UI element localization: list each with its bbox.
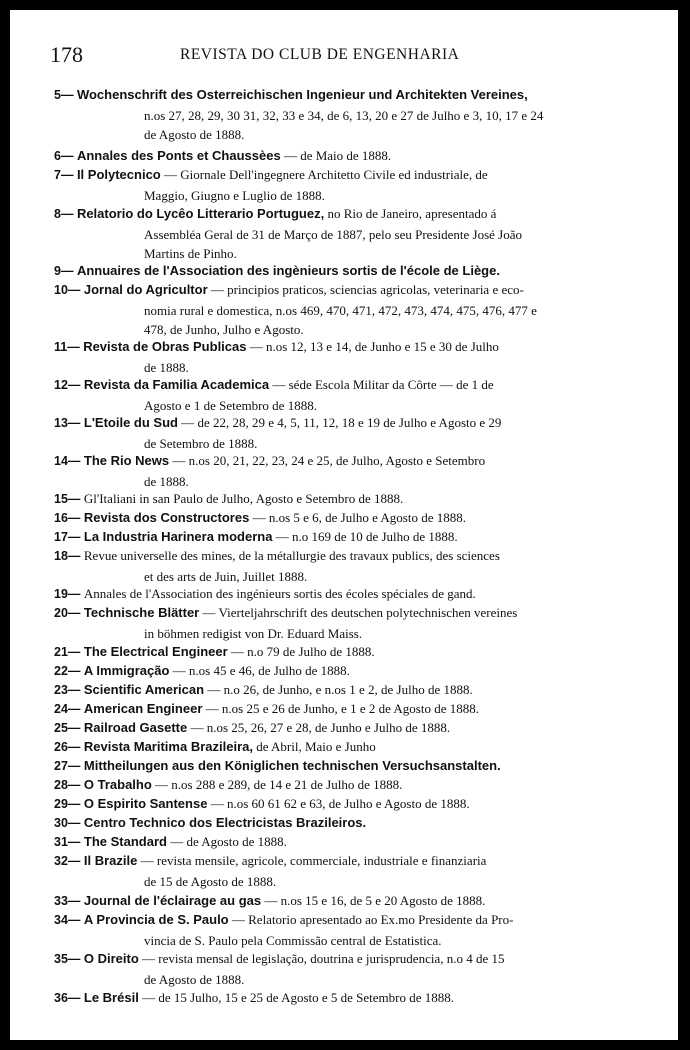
entry-first-line [54,584,624,605]
entry-first-line [54,642,624,663]
entry-number: 16— [54,511,84,525]
page-number: 178 [50,42,83,67]
entry-number: 32— [54,854,84,868]
list-item [54,375,624,415]
entry-continuation-line: et des arts de Juin, Juillet 1888. [144,568,308,584]
list-item [54,451,624,491]
list-item [54,775,624,796]
list-item [54,146,624,167]
entry-first-line [54,165,624,186]
list-item [54,949,624,989]
entry-continuation-line: Martins de Pinho. [144,246,237,261]
list-item [54,546,624,586]
entry-first-line [54,508,624,529]
list-item [54,718,624,739]
list-item [54,508,624,529]
entry-detail: — revista mensal de legislação, doutrina e jurisprudencia, n.o 4 de 15 [138,951,505,966]
entry-continuation-line: de 1888. [144,473,189,489]
entry-first-line [54,546,624,567]
entry-number: 14— [54,454,84,468]
entry-title: Annuaires de l'Association des ingènieurs sortis de l'école de Liège. [76,263,500,278]
list-item [54,661,624,682]
entry-title: O Trabalho [83,777,152,792]
entry-number: 28— [54,778,84,792]
entry-number: 17— [54,530,84,544]
entry-first-line [54,891,624,912]
entry-title: O Espirito Santense [83,796,208,811]
entry-first-line [54,949,624,970]
list-item [54,642,624,663]
entry-title: Il Polytecnico [76,167,161,182]
entry-title: Scientific American [83,682,205,697]
entry-number: 11— [54,340,84,354]
list-item [54,832,624,853]
entry-title: Revista de Obras Publicas [83,339,247,354]
document-page [10,10,678,1040]
entry-continuation-line: 478, de Junho, Julho e Agosto. [144,322,304,337]
entry-first-line [54,699,624,720]
entry-detail: — n.o 169 de 10 de Julho de 1888. [272,529,458,544]
entry-first-line [54,603,624,624]
entry-detail: Revue universelle des mines, de la métallurgie des travaux publics, des sciences [83,548,500,563]
entry-number: 36— [54,991,84,1005]
entry-continuation-line: de 1888. [144,359,189,375]
entry-title: A Immigração [83,663,170,678]
entry-title: O Direito [83,951,139,966]
entry-first-line [54,337,624,358]
entry-detail: — n.os 20, 21, 22, 23, 24 e 25, de Julho, Agosto e Setembro [169,453,486,468]
entry-first-line [54,413,624,434]
entry-continuation-line: Agosto e 1 de Setembro de 1888. [144,397,317,413]
entry-first-line [54,813,624,834]
entry-title: L'Etoile du Sud [83,415,178,430]
entry-title: The Electrical Engineer [83,644,228,659]
entry-title: A Provincia de S. Paulo [83,912,229,927]
entry-first-line [54,737,624,758]
entry-number: 29— [54,797,84,811]
entry-detail: — n.os 15 e 16, de 5 e 20 Agosto de 1888. [261,893,486,908]
entry-number: 33— [54,894,84,908]
entry-detail: no Rio de Janeiro, apresentado á [324,206,497,221]
entry-detail: Annales de l'Association des ingénieurs sortis des écoles spéciales de gand. [83,586,476,601]
entry-number: 27— [54,759,84,773]
entry-continuation-line: Assembléa Geral de 31 de Março de 1887, pelo seu Presidente José João [144,226,522,242]
entry-detail: — n.os 60 61 62 e 63, de Julho e Agosto de 1888. [207,796,470,811]
entry-title: Relatorio do Lycêo Litterario Portuguez, [76,206,325,221]
entry-title: La Industria Harinera moderna [83,529,273,544]
entry-detail: — de Maio de 1888. [280,148,392,163]
entry-detail: — de Agosto de 1888. [166,834,287,849]
entry-title: The Rio News [83,453,170,468]
entry-title: Railroad Gasette [83,720,188,735]
entry-first-line [54,680,624,701]
entry-number: 22— [54,664,84,678]
list-item [54,261,624,282]
entry-first-line [54,661,624,682]
list-item [54,280,624,340]
entry-detail: — n.os 288 e 289, de 14 e 21 de Julho de 1888. [151,777,403,792]
entry-number: 25— [54,721,84,735]
entry-number: 8— [54,207,77,221]
entry-number: 7— [54,168,77,182]
list-item [54,756,624,777]
list-item [54,584,624,605]
entry-detail: — n.o 79 de Julho de 1888. [227,644,375,659]
entry-title: Revista dos Constructores [83,510,250,525]
entry-detail: de Abril, Maio e Junho [252,739,376,754]
list-item [54,699,624,720]
entry-first-line [54,527,624,548]
entry-title: Centro Technico dos Electricistas Brazileiros. [83,815,367,830]
list-item [54,813,624,834]
entry-title: Annales des Ponts et Chaussèes [76,148,281,163]
list-item [54,737,624,758]
entry-number: 9— [54,264,77,278]
entry-detail: — Giornale Dell'ingegnere Architetto Civile ed industriale, de [160,167,488,182]
entry-number: 35— [54,952,84,966]
list-item [54,165,624,205]
entry-continuation-line: Maggio, Giugno e Luglio de 1888. [144,187,325,203]
entry-continuation-line: nomia rural e domestica, n.os 469, 470, 471, 472, 473, 474, 475, 476, 477 e [144,302,537,318]
entry-number: 19— [54,587,84,601]
entry-first-line [54,775,624,796]
entry-title: Journal de l'éclairage au gas [83,893,262,908]
entry-detail: — Vierteljahrschrift des deutschen polytechnischen vereines [199,605,518,620]
entry-title: American Engineer [83,701,203,716]
list-item [54,603,624,643]
entry-continuation-line: de 15 de Agosto de 1888. [144,873,277,889]
entry-detail: — de 15 Julho, 15 e 25 de Agosto e 5 de Setembro de 1888. [138,990,455,1005]
list-item [54,337,624,377]
entry-detail: — n.os 12, 13 e 14, de Junho e 15 e 30 de Julho [246,339,499,354]
entry-first-line [54,146,624,167]
entry-detail: — de 22, 28, 29 e 4, 5, 11, 12, 18 e 19 de Julho e Agosto e 29 [177,415,502,430]
entry-title: Mittheilungen aus den Königlichen technischen Versuchsanstalten. [83,758,501,773]
page-header [50,42,640,72]
entry-title: Jornal do Agricultor [83,282,208,297]
list-item [54,891,624,912]
entry-continuation-line: n.os 27, 28, 29, 30 31, 32, 33 e 34, de 6, 13, 20 e 27 de Julho e 3, 10, 17 e 24 [144,107,544,123]
entry-continuation-line: vincia de S. Paulo pela Commissão central de Estatistica. [144,932,442,948]
entry-number: 13— [54,416,84,430]
entry-number: 18— [54,549,84,563]
entry-first-line [54,375,624,396]
entry-first-line [54,851,624,872]
entry-continuation-line: de Agosto de 1888. [144,127,245,142]
entry-first-line [54,280,624,301]
entry-detail: — n.os 25, 26, 27 e 28, de Junho e Julho de 1888. [187,720,451,735]
entry-first-line [54,85,624,106]
entry-number: 30— [54,816,84,830]
entry-detail: — n.os 5 e 6, de Julho e Agosto de 1888. [249,510,466,525]
entry-detail: — n.os 45 e 46, de Julho de 1888. [169,663,350,678]
entry-detail: — séde Escola Militar da Côrte — de 1 de [269,377,494,392]
entry-first-line [54,261,624,282]
entry-number: 6— [54,149,77,163]
entry-number: 12— [54,378,84,392]
entry-title: Il Brazile [83,853,138,868]
list-item [54,413,624,453]
entry-continuation-line: de Agosto de 1888. [144,971,245,987]
entry-number: 34— [54,913,84,927]
entry-detail: — n.o 26, de Junho, e n.os 1 e 2, de Julho de 1888. [204,682,473,697]
list-item [54,204,624,264]
entry-title: Revista Maritima Brazileira, [83,739,253,754]
list-item [54,489,624,510]
entry-number: 31— [54,835,84,849]
entry-first-line [54,832,624,853]
list-item [54,85,624,145]
entry-first-line [54,794,624,815]
entry-first-line [54,718,624,739]
entry-detail: Gl'Italiani in san Paulo de Julho, Agosto e Setembro de 1888. [83,491,404,506]
entry-title: Revista da Familia Academica [83,377,270,392]
entry-number: 26— [54,740,84,754]
entry-title: Le Brésil [83,990,139,1005]
list-item [54,988,624,1009]
list-item [54,680,624,701]
entry-first-line [54,910,624,931]
entry-detail: — revista mensile, agricole, commerciale, industriale e finanziaria [137,853,487,868]
entry-number: 23— [54,683,84,697]
entry-first-line [54,988,624,1009]
running-title: REVISTA DO CLUB DE ENGENHARIA [180,46,460,63]
entry-number: 20— [54,606,84,620]
entry-number: 10— [54,283,84,297]
entry-continuation-line: in böhmen redigist von Dr. Eduard Maiss. [144,625,363,641]
entry-first-line [54,756,624,777]
list-item [54,527,624,548]
entry-continuation-line: de Setembro de 1888. [144,435,258,451]
entry-number: 15— [54,492,84,506]
entry-number: 21— [54,645,84,659]
entry-detail: — Relatorio apresentado ao Ex.mo Presidente da Pro- [228,912,514,927]
entry-title: Technische Blätter [83,605,200,620]
entry-title: The Standard [83,834,167,849]
entry-detail: — n.os 25 e 26 de Junho, e 1 e 2 de Agosto de 1888. [202,701,479,716]
entry-title: Wochenschrift des Osterreichischen Ingenieur und Architekten Vereines, [76,87,528,102]
list-item [54,794,624,815]
entry-number: 5— [54,88,77,102]
list-item [54,910,624,950]
entry-first-line [54,451,624,472]
list-item [54,851,624,891]
entry-first-line [54,204,624,225]
entry-number: 24— [54,702,84,716]
entry-detail: — principios praticos, sciencias agricolas, veterinaria e eco- [207,282,524,297]
entry-first-line [54,489,624,510]
